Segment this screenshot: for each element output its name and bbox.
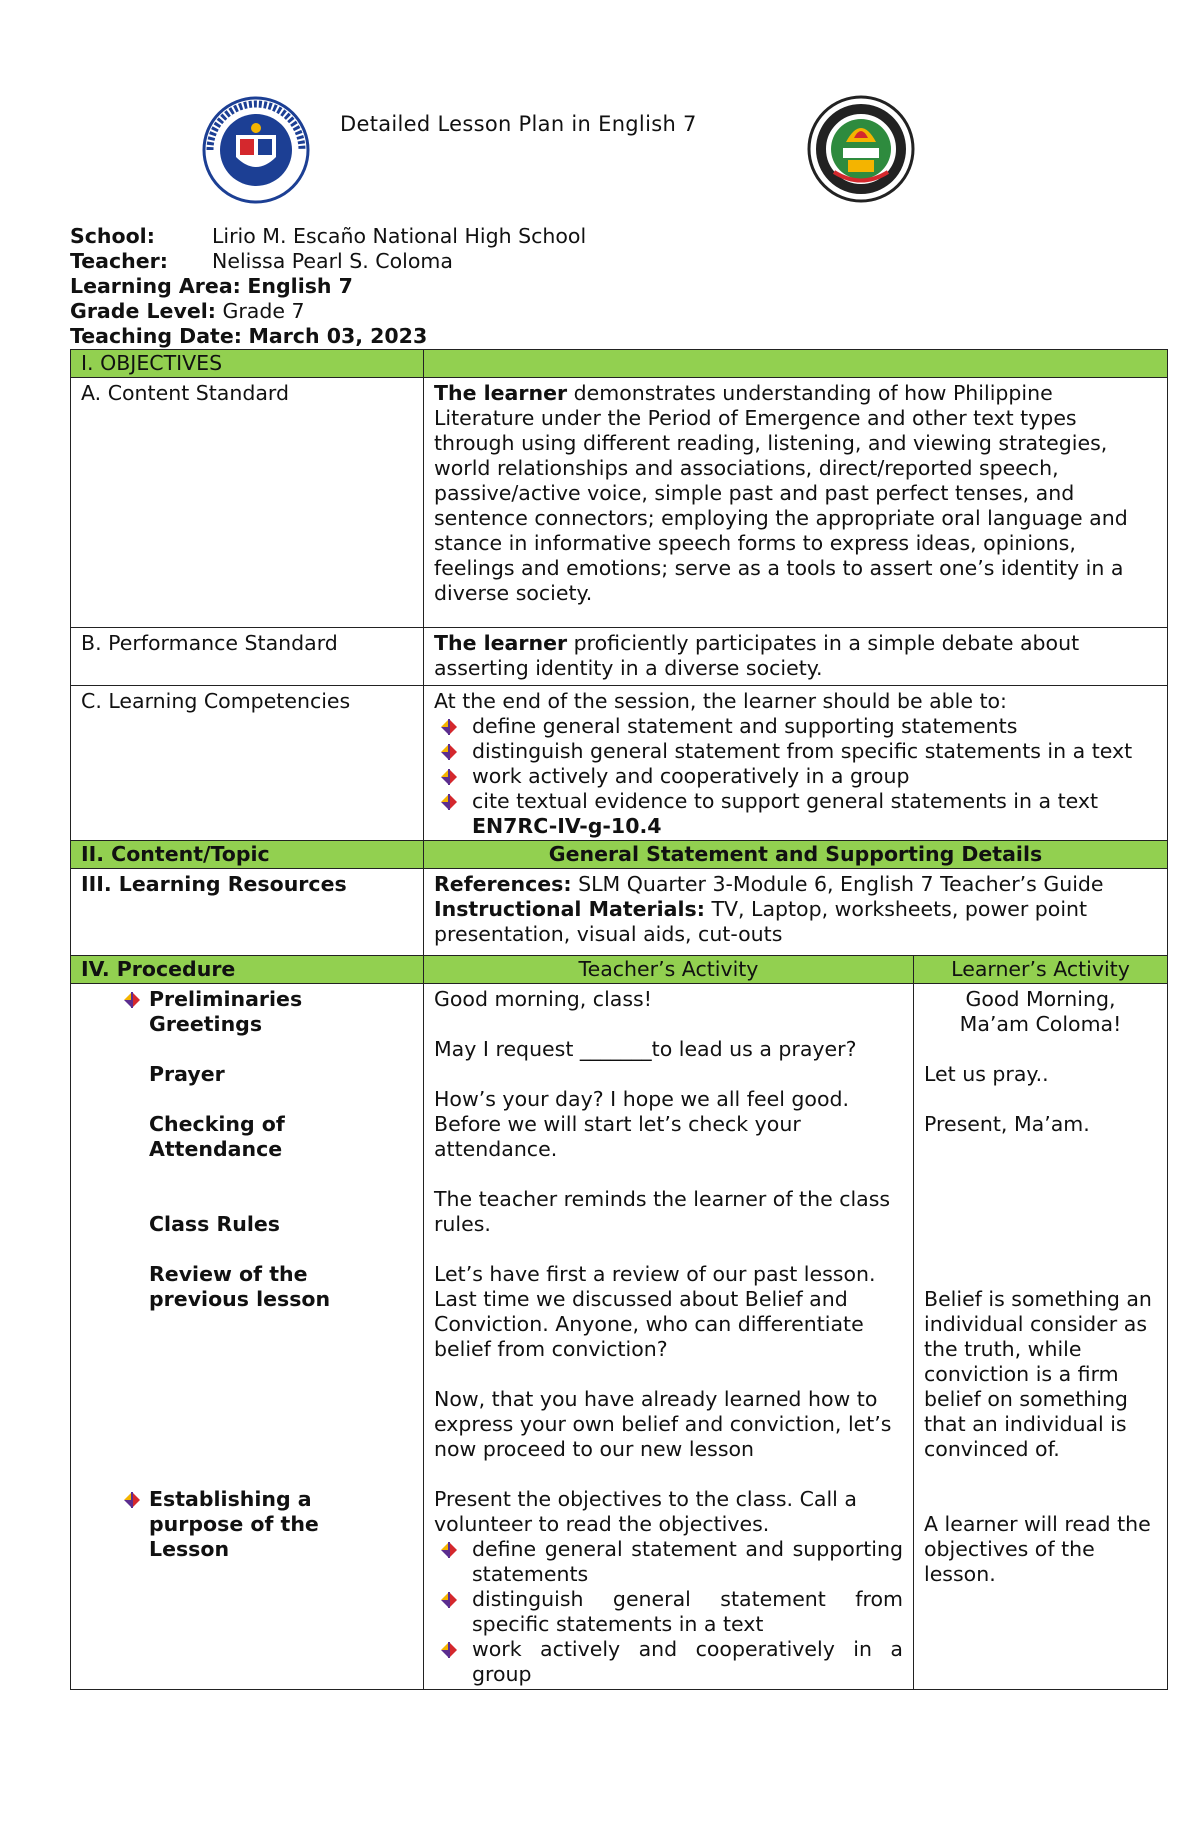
deped-seal-logo xyxy=(196,95,316,205)
content-topic-row xyxy=(71,841,1168,869)
list-item: distinguish general statement from specific statements in a text xyxy=(472,1587,903,1637)
teacher-label: Teacher: xyxy=(70,249,168,273)
bullet-arrow-icon xyxy=(123,1491,141,1509)
learning-area-value: English 7 xyxy=(247,274,353,298)
references-value: SLM Quarter 3-Module 6, English 7 Teacher’s Guide xyxy=(571,872,1104,896)
learning-competencies-row xyxy=(71,686,1168,841)
procedure-body-row xyxy=(71,984,1168,1690)
learning-area-label: Learning Area: xyxy=(70,274,241,298)
teacher-activity-header: Teacher’s Activity xyxy=(424,956,914,984)
list-item: work actively and cooperatively in a group xyxy=(472,1637,903,1687)
content-topic-label: II. Content/Topic xyxy=(71,841,424,869)
learner-activity-header: Learner’s Activity xyxy=(914,956,1168,984)
performance-standard-text xyxy=(424,628,1168,686)
step-class-rules: Class Rules xyxy=(149,1212,280,1236)
bullet-arrow-icon xyxy=(440,793,458,811)
content-standard-text xyxy=(424,378,1168,628)
objectives-header-row xyxy=(71,350,1168,378)
procedure-steps xyxy=(71,984,424,1690)
bullet-arrow-icon xyxy=(440,768,458,786)
learning-resources-text xyxy=(424,869,1168,956)
teacher-prayer: May I request _______to lead us a prayer? xyxy=(434,1037,857,1061)
step-review-2: previous lesson xyxy=(149,1287,331,1311)
materials-value: TV, Laptop, worksheets, power point presentation, visual aids, cut-outs xyxy=(434,897,1088,946)
teacher-value: Nelissa Pearl S. Coloma xyxy=(212,249,453,273)
objectives-header-blank xyxy=(424,350,1168,378)
list-item: cite textual evidence to support general statements in a text EN7RC-IV-g-10.4 xyxy=(472,789,1157,839)
step-preliminaries: Preliminaries xyxy=(81,987,413,1012)
school-label: School: xyxy=(70,224,155,248)
performance-standard-row xyxy=(71,628,1168,686)
step-attendance-1: Checking of xyxy=(149,1112,285,1136)
lesson-plan-table xyxy=(70,349,1168,1690)
learning-resources-row xyxy=(71,869,1168,956)
teacher-present-objectives: Present the objectives to the class. Call a volunteer to read the objectives. xyxy=(434,1487,857,1536)
document-title: Detailed Lesson Plan in English 7 xyxy=(340,112,697,136)
competency-intro: At the end of the session, the learner should be able to: xyxy=(434,689,1007,713)
content-standard-label: A. Content Standard xyxy=(71,378,424,628)
learner-review: Belief is something an individual consider as the truth, while conviction is a firm belief on something that an individual is convinced of. xyxy=(924,1287,1152,1461)
grade-level-label: Grade Level: xyxy=(70,299,216,323)
learning-resources-label: III. Learning Resources xyxy=(71,869,424,956)
content-standard-body: demonstrates understanding of how Philippine Literature under the Period of Emergence and other text types through using different reading, listening, and viewing strategies, world relationships and associations, direct/reported speech, passive/active voice, simple past and past perfect tenses, and sentence connectors; employing the appropriate oral language and stance in informative speech forms to express ideas, opinions, feelings and emotions; serve as a tools to assert one’s identity in a diverse society. xyxy=(434,381,1128,605)
learner-greeting-2: Ma’am Coloma! xyxy=(959,1012,1122,1036)
learner-purpose: A learner will read the objectives of the lesson. xyxy=(924,1512,1151,1586)
procedure-label: IV. Procedure xyxy=(71,956,424,984)
list-item: define general statement and supporting statements xyxy=(472,1537,903,1587)
materials-label: Instructional Materials: xyxy=(434,897,705,921)
bullet-arrow-icon xyxy=(440,743,458,761)
step-review-1: Review of the xyxy=(149,1262,308,1286)
grade-level-value: Grade 7 xyxy=(222,299,305,323)
step-attendance-2: Attendance xyxy=(149,1137,283,1161)
learning-competencies-label: C. Learning Competencies xyxy=(71,686,424,841)
content-standard-bold: The learner xyxy=(434,381,568,405)
teacher-greeting: Good morning, class! xyxy=(434,987,652,1011)
list-item: work actively and cooperatively in a group xyxy=(472,764,1157,789)
bullet-arrow-icon xyxy=(440,718,458,736)
content-topic-value: General Statement and Supporting Details xyxy=(424,841,1168,869)
procedure-header-row xyxy=(71,956,1168,984)
learner-prayer: Let us pray.. xyxy=(924,1062,1049,1086)
step-greetings: Greetings xyxy=(149,1012,263,1036)
teacher-rules: The teacher reminds the learner of the class rules. xyxy=(434,1187,891,1236)
competency-code: EN7RC-IV-g-10.4 xyxy=(472,814,662,838)
teaching-date-label: Teaching Date: xyxy=(70,324,242,348)
bullet-arrow-icon xyxy=(123,991,141,1009)
performance-standard-bold: The learner xyxy=(434,631,568,655)
bullet-arrow-icon xyxy=(440,1541,458,1559)
teaching-date-value: March 03, 2023 xyxy=(248,324,428,348)
bullet-arrow-icon xyxy=(440,1591,458,1609)
objectives-header: I. OBJECTIVES xyxy=(71,350,424,378)
school-info xyxy=(70,224,586,349)
competency-list xyxy=(434,714,1157,839)
teacher-objective-list xyxy=(434,1537,903,1687)
step-prayer: Prayer xyxy=(149,1062,225,1086)
school-value: Lirio M. Escaño National High School xyxy=(212,224,587,248)
step-purpose-3: Lesson xyxy=(149,1537,230,1561)
bullet-arrow-icon xyxy=(440,1641,458,1659)
learner-attendance: Present, Ma’am. xyxy=(924,1112,1090,1136)
performance-standard-label: B. Performance Standard xyxy=(71,628,424,686)
teacher-attendance: How’s your day? I hope we all feel good. Before we will start let’s check your attendance. xyxy=(434,1087,850,1161)
references-label: References: xyxy=(434,872,572,896)
teacher-activity-column xyxy=(424,984,914,1690)
teacher-review: Let’s have first a review of our past lesson. Last time we discussed about Belief and Conviction. Anyone, who can differentiate belief from conviction? xyxy=(434,1262,876,1361)
step-purpose-1: Establishing a xyxy=(81,1487,413,1512)
learning-competencies-text xyxy=(424,686,1168,841)
learner-greeting-1: Good Morning, xyxy=(965,987,1116,1011)
list-item: distinguish general statement from specific statements in a text xyxy=(472,739,1157,764)
school-seal-logo xyxy=(806,94,916,204)
content-standard-row xyxy=(71,378,1168,628)
performance-standard-body: proficiently participates in a simple debate about asserting identity in a diverse society. xyxy=(434,631,1080,680)
teacher-proceed: Now, that you have already learned how to express your own belief and conviction, let’s now proceed to our new lesson xyxy=(434,1387,892,1461)
step-purpose-2: purpose of the xyxy=(149,1512,319,1536)
learner-activity-column xyxy=(914,984,1168,1690)
list-item: define general statement and supporting statements xyxy=(472,714,1157,739)
